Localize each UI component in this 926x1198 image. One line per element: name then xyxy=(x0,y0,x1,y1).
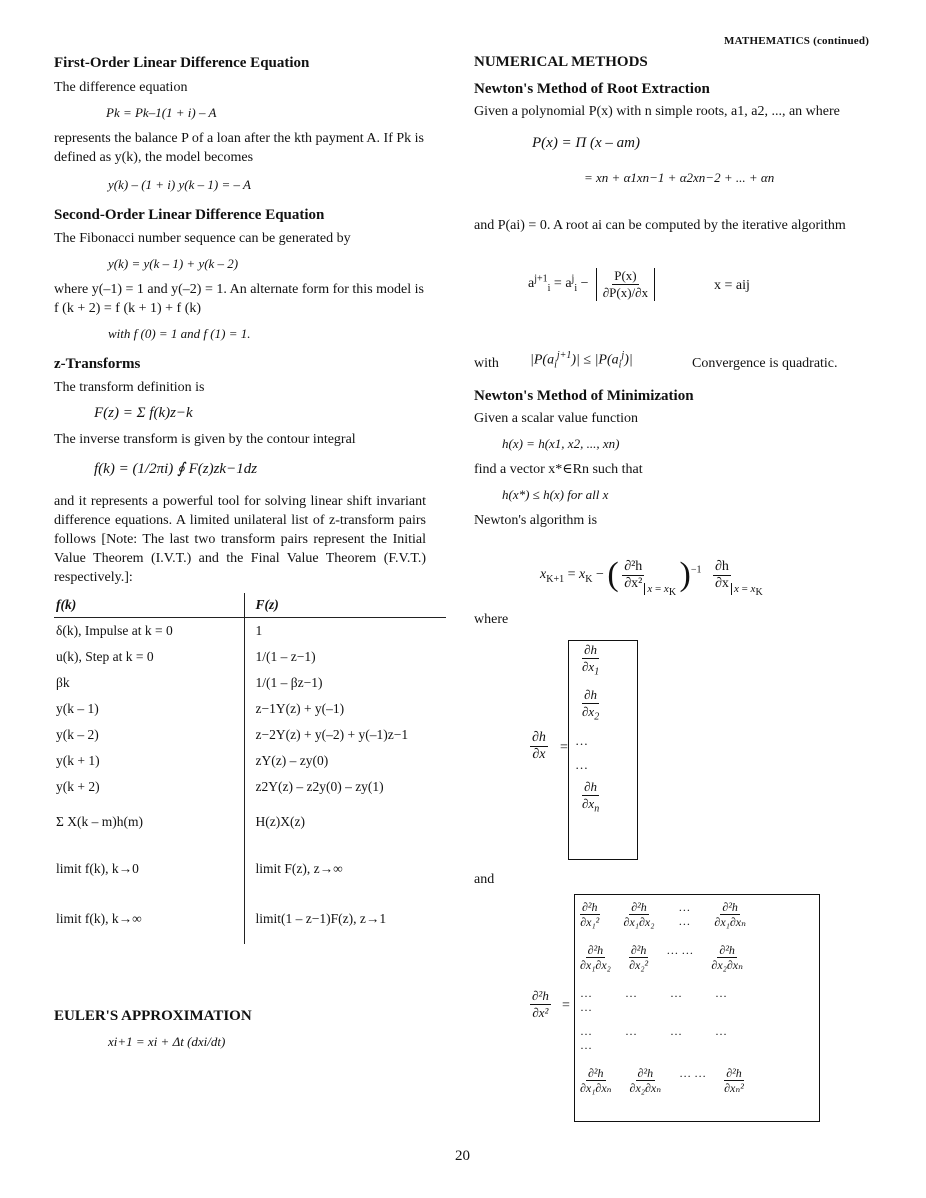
paragraph: and it represents a powerful tool for solving linear shift invariant difference equations. A limited unilateral list of z-transform pairs follows [Note: The last two transform pairs represent the Initial Value Theorem (I.V.T.) and the Final Value Theorem (F.V.T.) respectively.]: xyxy=(54,494,426,585)
table-cell: y(k – 2) xyxy=(56,727,99,742)
paragraph: and P(ai) = 0. A root ai can be computed by the iterative algorithm xyxy=(474,218,846,233)
paragraph: The transform definition is xyxy=(54,380,205,395)
equation-newton-iteration: $a^{j+1}_i = a^j_i$ − $\frac{P(x)}{\partial P(x)/\partial x}$ xyxy=(528,268,655,301)
table-cell: y(k + 1) xyxy=(56,753,100,768)
table-cell: δ(k), Impulse at k = 0 xyxy=(56,623,173,638)
equation-polynomial-expanded: = xn + α1xn−1 + α2xn−2 + ... + αn xyxy=(584,170,775,185)
paragraph: Given a scalar value function xyxy=(474,411,639,426)
table-row xyxy=(54,800,446,844)
table-cell: y(k – 1) xyxy=(56,701,99,716)
subsection-title-minimization: Newton's Method of Minimization xyxy=(474,388,694,404)
table-cell: z−1Y(z) + y(–1) xyxy=(245,696,446,722)
label-and: and xyxy=(474,872,495,887)
table-row xyxy=(54,844,446,894)
paragraph: The inverse transform is given by the contour integral xyxy=(54,432,356,447)
equation-euler: xi+1 = xi + Δt (dxi/dt) xyxy=(108,1034,226,1049)
left-column xyxy=(54,55,426,944)
equation-minimum-condition: h(x*) ≤ h(x) for all x xyxy=(502,487,609,502)
table-header-fz: F(z) xyxy=(245,593,446,618)
table-cell: limit(1 – z−1)F(z), z→1 xyxy=(245,894,446,944)
convergence-note: Convergence is quadratic. xyxy=(692,356,838,371)
label-where: where xyxy=(474,612,509,627)
table-row xyxy=(54,696,446,722)
equation: y(k) = y(k – 1) + y(k – 2) xyxy=(108,256,239,271)
table-cell: z−2Y(z) + y(–2) + y(–1)z−1 xyxy=(245,722,446,748)
table-row xyxy=(54,670,446,696)
table-cell: 1 xyxy=(245,618,446,645)
paragraph: represents the balance P of a loan after the kth payment A. If Pk is defined as y(k), the model becomes xyxy=(54,131,424,165)
equation-inverse: f(k) = (1/2πi) ∮ F(z)zk−1dz xyxy=(94,461,258,477)
right-column xyxy=(474,54,862,235)
z-transform-table xyxy=(54,593,446,944)
equation-convergence-condition: $|P(a_i^{j+1})| \le |P(a_i^j)|$ xyxy=(530,350,633,371)
equation-polynomial: P(x) = Π (x – am) xyxy=(532,135,640,151)
section-title-first-order: First-Order Linear Difference Equation xyxy=(54,55,310,71)
table-cell: H(z)X(z) xyxy=(245,800,446,844)
table-header-fk: f(k) xyxy=(54,593,245,618)
equation: y(k) – (1 + i) y(k – 1) = – A xyxy=(108,177,251,192)
paragraph: find a vector x*∈Rn such that xyxy=(474,462,643,477)
equation-scalar-function: h(x) = h(x1, x2, ..., xn) xyxy=(502,436,620,451)
equation: with f (0) = 1 and f (1) = 1. xyxy=(108,326,251,341)
section-title-numerical-methods: NUMERICAL METHODS xyxy=(474,54,648,70)
table-cell: limit F(z), z→∞ xyxy=(245,844,446,894)
table-cell: limit f(k), k→∞ xyxy=(56,911,142,926)
running-header: MATHEMATICS (continued) xyxy=(724,35,870,47)
table-cell: 1/(1 – z−1) xyxy=(245,644,446,670)
page-number: 20 xyxy=(455,1148,470,1164)
paragraph: The Fibonacci number sequence can be generated by xyxy=(54,231,351,246)
table-cell: u(k), Step at k = 0 xyxy=(56,649,154,664)
equation-x-assign: x = aij xyxy=(714,278,750,293)
paragraph: The difference equation xyxy=(54,80,188,95)
table-cell: 1/(1 – βz−1) xyxy=(245,670,446,696)
table-cell: limit f(k), k→0 xyxy=(56,861,139,876)
table-cell: Σ X(k – m)h(m) xyxy=(56,814,143,829)
table-row xyxy=(54,644,446,670)
equation-newton-algorithm: $x_{K+1} = x_K$ − ( $\frac{\text{∂²h}}{\text{∂x²}}$ $_{x = x_K}$ )$^{-1}$ $\frac{\partial h}{\partial x}$ $_{x = x_K}$ xyxy=(540,556,763,599)
table-cell: z2Y(z) – z2y(0) – zy(1) xyxy=(245,774,446,800)
subsection-title-root-extraction: Newton's Method of Root Extraction xyxy=(474,81,710,97)
paragraph: Newton's algorithm is xyxy=(474,513,598,528)
section-title-z-transforms: z-Transforms xyxy=(54,356,141,372)
table-row xyxy=(54,894,446,944)
label-with: with xyxy=(474,356,499,371)
table-cell: zY(z) – zy(0) xyxy=(245,748,446,774)
table-row xyxy=(54,722,446,748)
table-row xyxy=(54,618,446,645)
equation: Pk = Pk–1(1 + i) – A xyxy=(106,105,217,120)
section-title-second-order: Second-Order Linear Difference Equation xyxy=(54,207,325,223)
paragraph: Given a polynomial P(x) with n simple roots, a1, a2, ..., an where xyxy=(474,104,840,119)
table-cell: y(k + 2) xyxy=(56,779,100,794)
section-title-euler: EULER'S APPROXIMATION xyxy=(54,1008,252,1024)
table-row xyxy=(54,748,446,774)
table-cell: βk xyxy=(56,675,70,690)
paragraph: where y(–1) = 1 and y(–2) = 1. An alternate form for this model is f (k + 2) = f (k + 1) + f (k) xyxy=(54,282,424,316)
table-row xyxy=(54,774,446,800)
equation-transform: F(z) = Σ f(k)z−k xyxy=(94,405,193,421)
minimization-section xyxy=(474,388,862,530)
